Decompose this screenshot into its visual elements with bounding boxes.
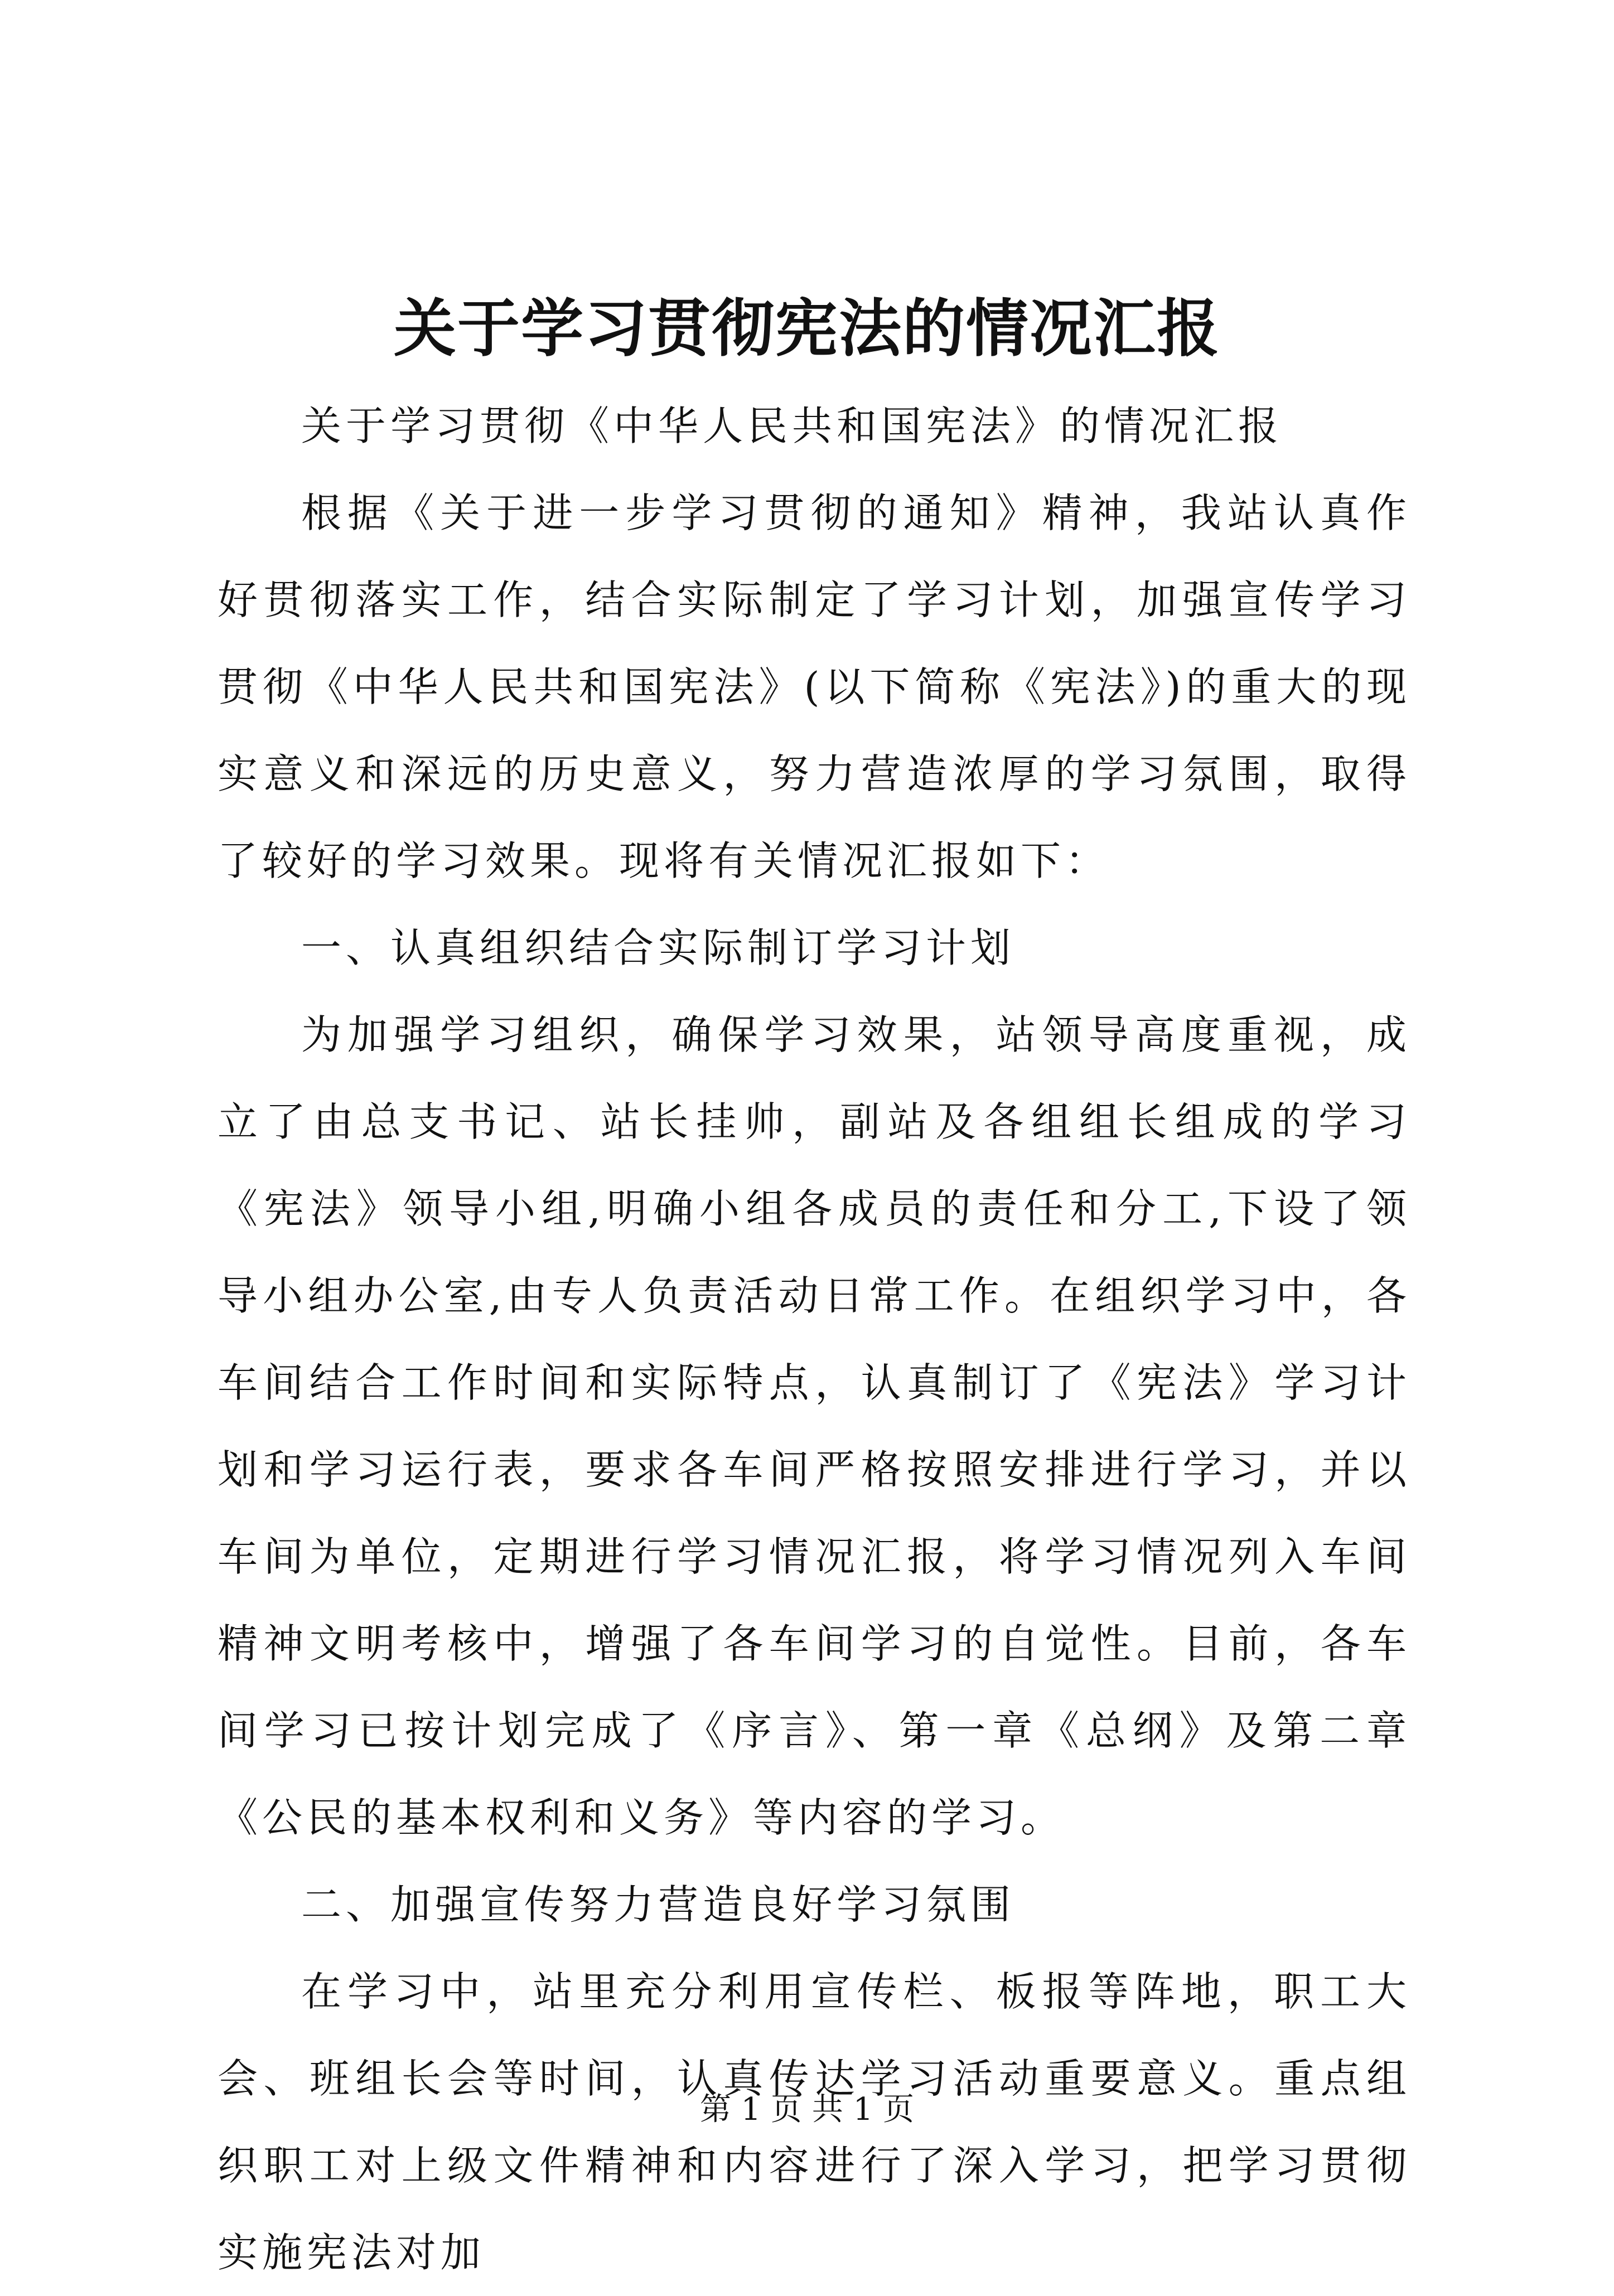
section-heading-1: 一、认真组织结合实际制订学习计划 <box>301 924 1016 971</box>
document-title: 关于学习贯彻宪法的情况汇报 <box>394 292 1220 365</box>
page-footer: 第 1 页 共 1 页 <box>699 2091 915 2128</box>
document-body <box>218 382 1411 2296</box>
paragraph-subtitle: 关于学习贯彻《中华人民共和国宪法》的情况汇报 <box>301 403 1283 449</box>
paragraph-section-2: 在学习中，站里充分利用宣传栏、板报等阵地，职工大会、班组长会等时间，认真传达学习活动重要意义。重点组织职工对上级文件精神和内容进行了深入学习，把学习贯彻实施宪法对加 <box>218 1968 1411 2276</box>
paragraph-section-1: 为加强学习组织，确保学习效果，站领导高度重视，成立了由总支书记、站长挂帅，副站及各组组长组成的学习《宪法》领导小组,明确小组各成员的责任和分工,下设了领导小组办公室,由专人负责活动日常工作。在组织学习中，各车间结合工作时间和实际特点，认真制订了《宪法》学习计划和学习运行表，要求各车间严格按照安排进行学习，并以车间为单位，定期进行学习情况汇报，将学习情况列入车间精神文明考核中，增强了各车间学习的自觉性。目前，各车间学习已按计划完成了《序言》、第一章《总纲》及第二章《公民的基本权利和义务》等内容的学习。 <box>218 1011 1411 1841</box>
section-heading-2: 二、加强宣传努力营造良好学习氛围 <box>301 1881 1016 1928</box>
paragraph-intro: 根据《关于进一步学习贯彻的通知》精神，我站认真作好贯彻落实工作，结合实际制定了学习计划，加强宣传学习贯彻《中华人民共和国宪法》(以下简称《宪法》)的重大的现实意义和深远的历史意义，努力营造浓厚的学习氛围，取得了较好的学习效果。现将有关情况汇报如下： <box>218 490 1411 884</box>
